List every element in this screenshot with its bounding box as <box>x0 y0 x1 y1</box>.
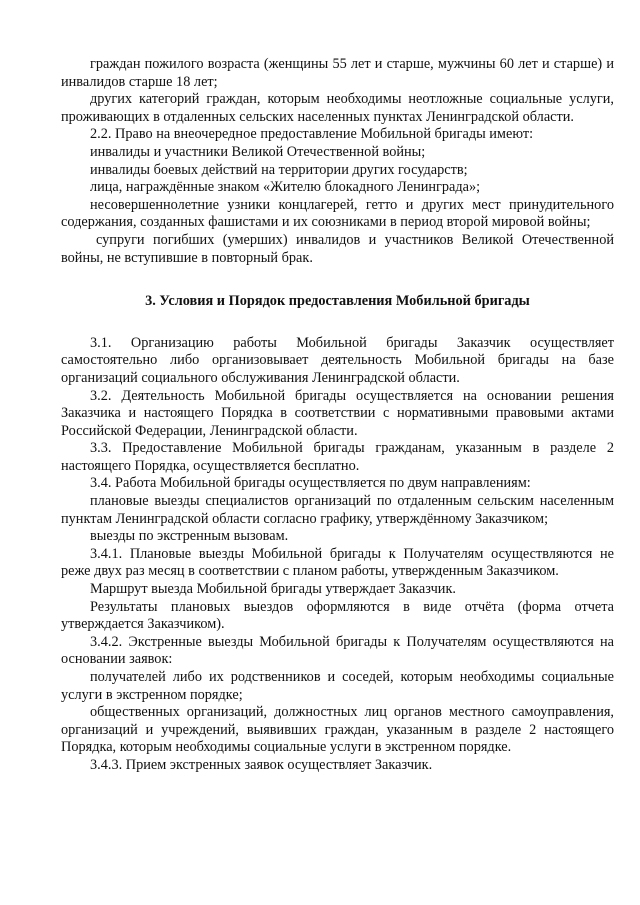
list-item-emergency-calls: выезды по экстренным вызовам. <box>90 528 289 545</box>
paragraph-3-4-1: 3.4.1. Плановые выезды Мобильной бригады к Получателям осуществляются не реже двух раз месяц в соответствии с планом работы, утвержденным Заказчиком. <box>61 545 614 580</box>
paragraph-3-4-3: 3.4.3. Прием экстренных заявок осуществляет Заказчик. <box>90 756 433 773</box>
paragraph-route-approval: Маршрут выезда Мобильной бригады утверждает Заказчик. <box>90 581 456 598</box>
list-item-combat-disabled: инвалиды боевых действий на территории других государств; <box>90 161 468 178</box>
list-item-camp-prisoners: несовершеннолетние узники концлагерей, гетто и других мест принудительного содержания, созданных фашистами и их союзниками в период второй мировой войны; <box>61 196 614 231</box>
section-3-heading: 3. Условия и Порядок предоставления Мобильной бригады <box>145 293 530 310</box>
list-item-organizations-requests: общественных организаций, должностных лиц органов местного самоуправления, организаций и учреждений, выявивших граждан, указанным в разделе 2 настоящего Порядка, которым необходимы социальные услуги в экстренном порядке. <box>61 704 614 756</box>
paragraph-other-categories: других категорий граждан, которым необходимы неотложные социальные услуги, проживающих в отдаленных сельских населенных пунктах Ленинградской области. <box>61 91 614 125</box>
paragraph-planned-results: Результаты плановых выездов оформляются в виде отчёта (форма отчета утверждается Заказчиком). <box>61 598 614 633</box>
list-item-wwii-veterans: инвалиды и участники Великой Отечественной войны; <box>90 143 426 160</box>
list-item-planned-trips: плановые выезды специалистов организаций по отдаленным сельским населенным пунктам Ленинградской области согласно графику, утверждённому Заказчиком; <box>61 493 614 527</box>
paragraph-2-2: 2.2. Право на внеочередное предоставление Мобильной бригады имеют: <box>90 126 534 143</box>
list-item-spouses: супруги погибших (умерших) инвалидов и участников Великой Отечественной войны, не вступившие в повторный брак. <box>61 231 614 266</box>
paragraph-3-1: 3.1. Организацию работы Мобильной бригады Заказчик осуществляет самостоятельно либо организовывает деятельность Мобильной бригады на базе организаций социального обслуживания Ленинградской области. <box>61 334 614 386</box>
list-item-blockade-award: лица, награждённые знаком «Жителю блокадного Ленинграда»; <box>90 179 481 196</box>
paragraph-3-2: 3.2. Деятельность Мобильной бригады осуществляется на основании решения Заказчика и настоящего Порядка в соответствии с нормативными правовыми актами Российской Федерации, Ленинградской области. <box>61 387 614 439</box>
paragraph-elderly-disabled: граждан пожилого возраста (женщины 55 лет и старше, мужчины 60 лет и старше) и инвалидов старше 18 лет; <box>61 56 614 90</box>
paragraph-3-4: 3.4. Работа Мобильной бригады осуществляется по двум направлениям: <box>90 475 531 492</box>
list-item-recipients-requests: получателей либо их родственников и соседей, которым необходимы социальные услуги в экстренном порядке; <box>61 669 614 703</box>
paragraph-3-4-2: 3.4.2. Экстренные выезды Мобильной бригады к Получателям осуществляются на основании заявок: <box>61 633 614 668</box>
document-page <box>61 56 614 775</box>
paragraph-3-3: 3.3. Предоставление Мобильной бригады гражданам, указанным в разделе 2 настоящего Порядка, осуществляется бесплатно. <box>61 440 614 474</box>
